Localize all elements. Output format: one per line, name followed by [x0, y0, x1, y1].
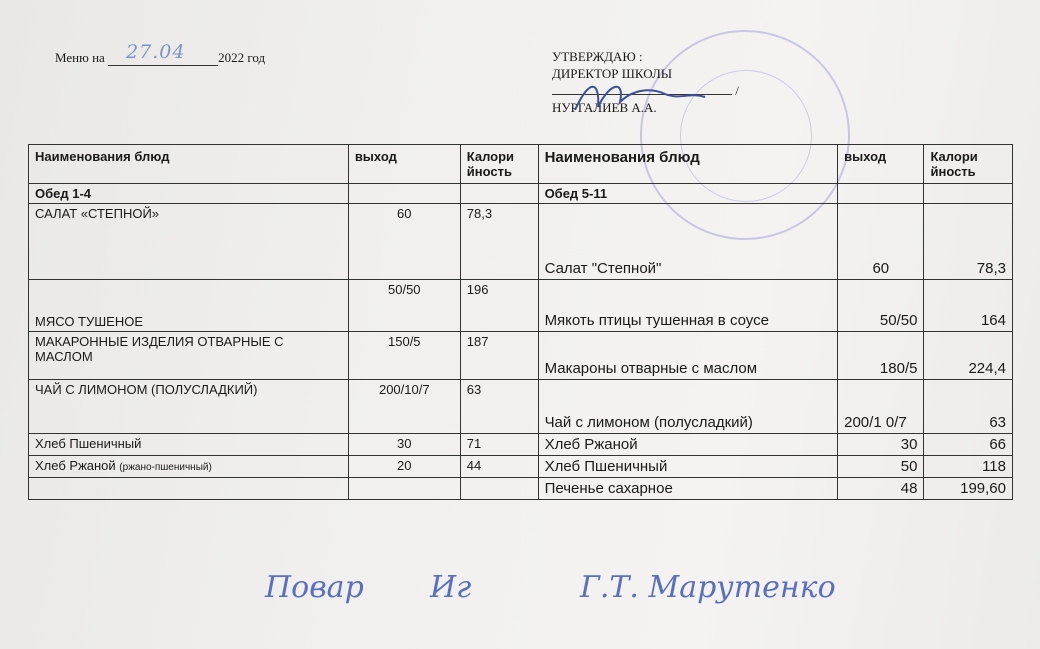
- out-right: 50/50: [838, 280, 924, 332]
- table-row: [29, 380, 1013, 434]
- table-row: [29, 332, 1013, 380]
- menu-date-line: [55, 41, 266, 66]
- dish-left-name: Хлеб Ржаной: [35, 458, 116, 473]
- out-left: 50/50: [348, 280, 460, 332]
- menu-table: [28, 144, 1013, 500]
- approve-name: НУРГАЛИЕВ А.А.: [552, 100, 657, 115]
- out-right: 48: [838, 478, 924, 500]
- menu-year: 2022 год: [218, 50, 266, 65]
- approve-line2: ДИРЕКТОР ШКОЛЫ: [552, 66, 673, 81]
- date-blank: [108, 41, 218, 66]
- cal-left: 71: [460, 434, 538, 456]
- empty-cell: [348, 184, 460, 204]
- dish-right: Салат "Степной": [538, 204, 838, 280]
- cal-left: 63: [460, 380, 538, 434]
- cal-right: 199,60: [924, 478, 1013, 500]
- cal-left: 78,3: [460, 204, 538, 280]
- section-row: [29, 184, 1013, 204]
- approve-line1: УТВЕРЖДАЮ :: [552, 49, 643, 64]
- cal-right: 78,3: [924, 204, 1013, 280]
- handwritten-signature-name: Г.Т. Марутенко: [580, 570, 836, 605]
- cal-right: 164: [924, 280, 1013, 332]
- cal-right: 66: [924, 434, 1013, 456]
- cal-left: 196: [460, 280, 538, 332]
- empty-cell: [460, 184, 538, 204]
- out-right: 200/1 0/7: [838, 380, 924, 434]
- cal-left: [460, 478, 538, 500]
- cal-left: 44: [460, 456, 538, 478]
- table-row: [29, 434, 1013, 456]
- handwritten-signature-initials: Иг: [430, 570, 472, 605]
- empty-cell: [924, 184, 1013, 204]
- handwritten-signature-cook: Повар: [265, 570, 364, 605]
- out-right: 50: [838, 456, 924, 478]
- menu-prefix: Меню на: [55, 50, 105, 65]
- table-header-row: [29, 145, 1013, 184]
- dish-left: МЯСО ТУШЕНОЕ: [29, 280, 349, 332]
- dish-right: Мякоть птицы тушенная в соусе: [538, 280, 838, 332]
- table-row: [29, 456, 1013, 478]
- dish-left: [29, 456, 349, 478]
- dish-right: Хлеб Ржаной: [538, 434, 838, 456]
- header-cal-left: Калори йность: [460, 145, 538, 184]
- out-left: 20: [348, 456, 460, 478]
- cal-left: 187: [460, 332, 538, 380]
- out-left: 150/5: [348, 332, 460, 380]
- cal-right: 118: [924, 456, 1013, 478]
- cal-right: 63: [924, 380, 1013, 434]
- header-dish-right: Наименования блюд: [538, 145, 838, 184]
- dish-right: Хлеб Пшеничный: [538, 456, 838, 478]
- header-cal-right: Калори йность: [924, 145, 1013, 184]
- dish-right: Печенье сахарное: [538, 478, 838, 500]
- header-out-left: выход: [348, 145, 460, 184]
- dish-left: МАКАРОННЫЕ ИЗДЕЛИЯ ОТВАРНЫЕ С МАСЛОМ: [29, 332, 349, 380]
- dish-left: ЧАЙ С ЛИМОНОМ (ПОЛУСЛАДКИЙ): [29, 380, 349, 434]
- header-out-right: выход: [838, 145, 924, 184]
- dish-left: [29, 478, 349, 500]
- table-row: [29, 280, 1013, 332]
- dish-left-note: (ржано-пшеничный): [119, 462, 212, 473]
- dish-right: Чай с лимоном (полусладкий): [538, 380, 838, 434]
- cal-right: 224,4: [924, 332, 1013, 380]
- out-left: [348, 478, 460, 500]
- out-left: 60: [348, 204, 460, 280]
- handwritten-date: 27.04: [126, 41, 186, 63]
- approve-slash: /: [735, 83, 739, 98]
- out-left: 200/10/7: [348, 380, 460, 434]
- director-signature: [570, 72, 710, 122]
- table-row: [29, 204, 1013, 280]
- empty-cell: [838, 184, 924, 204]
- out-left: 30: [348, 434, 460, 456]
- section-left: Обед 1-4: [29, 184, 349, 204]
- section-right: Обед 5-11: [538, 184, 838, 204]
- out-right: 60: [838, 204, 924, 280]
- out-right: 30: [838, 434, 924, 456]
- dish-right: Макароны отварные с маслом: [538, 332, 838, 380]
- dish-left: САЛАТ «СТЕПНОЙ»: [29, 204, 349, 280]
- dish-left: Хлеб Пшеничный: [29, 434, 349, 456]
- header-dish-left: Наименования блюд: [29, 145, 349, 184]
- out-right: 180/5: [838, 332, 924, 380]
- table-row: [29, 478, 1013, 500]
